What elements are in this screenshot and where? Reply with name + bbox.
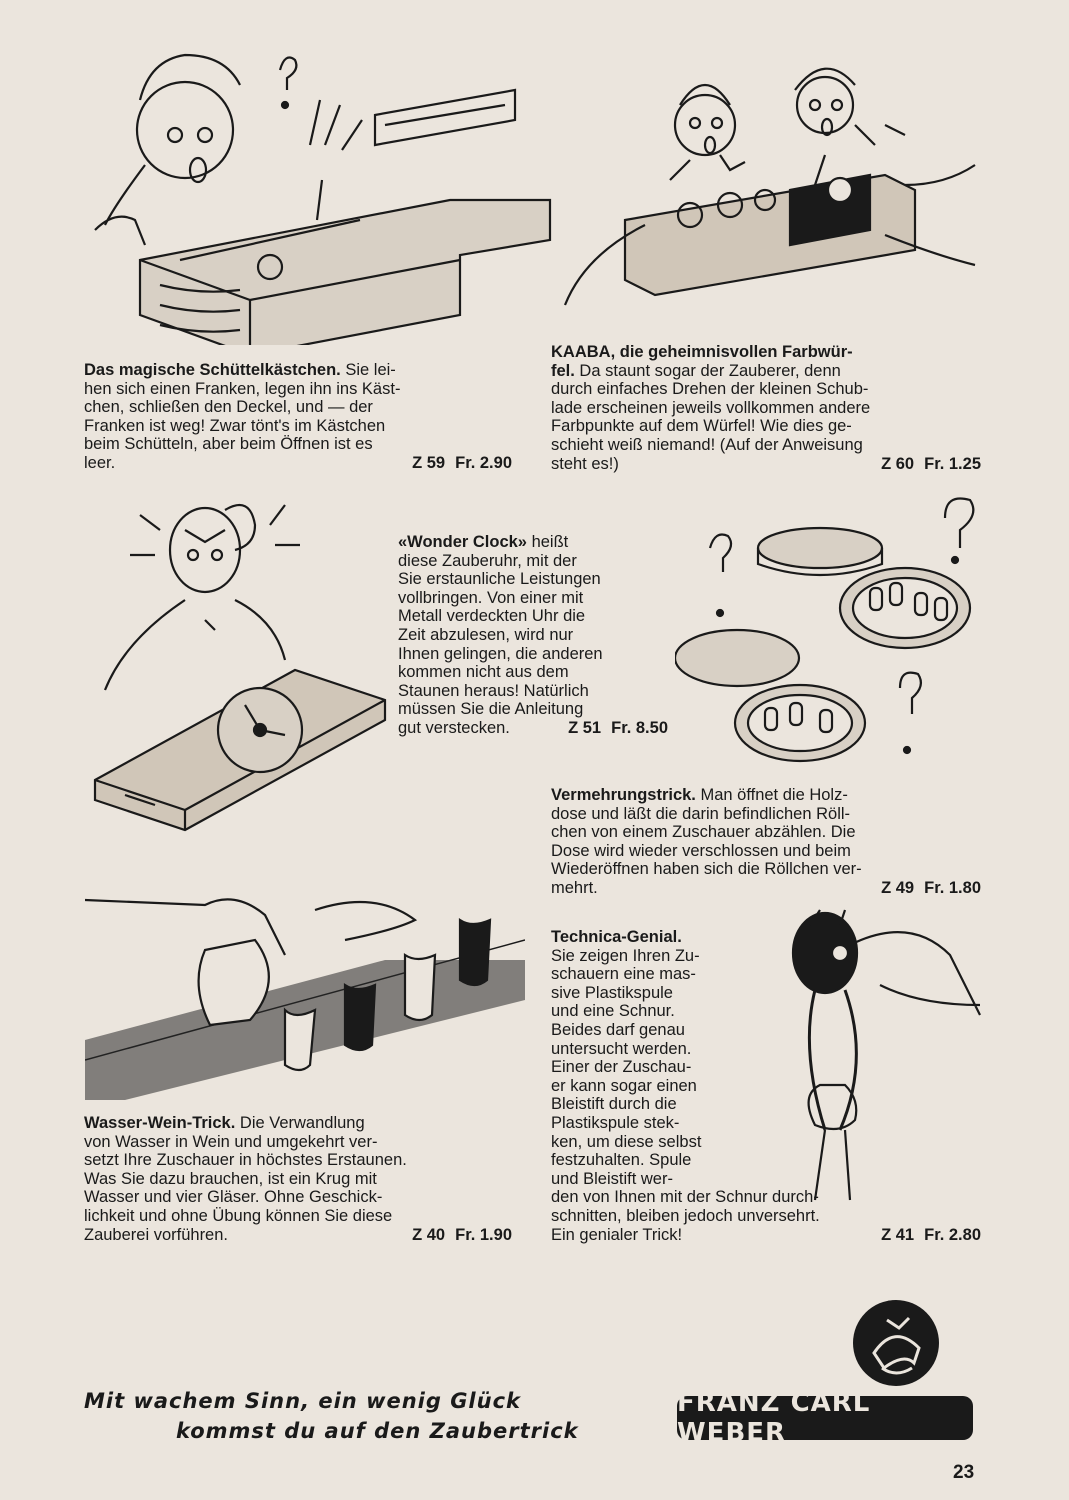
product-wonder-clock: «Wonder Clock» heißt diese Zauberuhr, mit der Sie erstaunliche Leistungen vollbringen. Von einer mit Metall verdeckten Uhr die Zeit abzulesen, wird nur Ihnen gelingen, die anderen kommen nicht aus dem Staunen heraus! Natürlich müssen Sie die Anleitung gut verstecken. Z 51 Fr. 8.50 [398,533,668,737]
wonder-clock-illustration [85,485,395,845]
slogan [84,1386,579,1446]
product-price: Z 59 Fr. 2.90 [412,453,512,472]
product-vermehrungstrick: Vermehrungstrick. Man öffnet die Holz- dose und läßt die darin befindlichen Röll- chen von einem Zuschauer abzählen. Die Dose wird wieder verschlossen und beim Wiederöffnen haben sich die Röllchen ver- mehrt. Z 49 Fr. 1.80 [551,786,981,897]
page-number: 23 [953,1462,975,1483]
product-technica-genial: Technica-Genial. Sie zeigen Ihren Zu- schauern eine mas- sive Plastikspule und eine Schnur. Beides darf genau untersucht werden. Einer der Zuschau- er kann sogar einen Bleistift durch die Plastikspule stek- ken, um diese selbst festzuhalten. Spule und Bleistift wer- den von Ihnen mit der Schnur durch- schnitten, bleiben jedoch unversehrt. Ein genialer Trick! Z 41 Fr. 2.80 [551,928,981,1244]
product-price: Z 60 Fr. 1.25 [881,454,981,473]
product-title: Technica-Genial. [551,928,682,946]
multiplying-rolls-illustration [675,488,985,788]
slogan-line: Mit wachem Sinn, ein wenig Glück [84,1389,521,1413]
shake-box-illustration [80,45,560,345]
slogan-line: kommst du auf den Zaubertrick [176,1419,579,1443]
product-price: Z 40 Fr. 1.90 [412,1225,512,1244]
product-kaaba: KAABA, die geheimnisvollen Farbwür- fel. Da staunt sogar der Zauberer, denn durch einfaches Drehen der kleinen Schub- lade erscheinen jeweils vollkommen andere Farbpunkte auf dem Würfel! Wie dies ge- schieht weiß niemand! (Auf der Anweisung steht es!) Z 60 Fr. 1.25 [551,343,981,473]
product-title: KAABA, die geheimnisvollen Farbwür- [551,343,853,361]
product-price: Z 49 Fr. 1.80 [881,878,981,897]
brand-logo: FRANZ CARL WEBER [677,1396,973,1440]
product-title: «Wonder Clock» [398,533,527,551]
kaaba-dice-illustration [545,45,985,345]
water-wine-illustration [85,890,525,1100]
franz-carl-weber-emblem [852,1298,940,1388]
product-price: Z 41 Fr. 2.80 [881,1225,981,1244]
product-title: Vermehrungstrick. [551,786,696,804]
product-title: Das magische Schüttelkästchen. [84,361,341,379]
product-price: Z 51 Fr. 8.50 [568,718,668,737]
product-schuettelkaestchen: Das magische Schüttelkästchen. Sie lei- hen sich einen Franken, legen ihn ins Käst- chen, schließen den Deckel, und — der Franken ist weg! Zwar tönt's im Kästchen beim Schütteln, aber beim Öffnen ist es leer. Z 59 Fr. 2.90 [84,361,512,472]
product-title: Wasser-Wein-Trick. [84,1114,236,1132]
product-wasser-wein-trick: Wasser-Wein-Trick. Die Verwandlung von Wasser in Wein und umgekehrt ver- setzt Ihre Zuschauer in höchstes Erstaunen. Was Sie dazu brauchen, ist ein Krug mit Wasser und vier Gläser. Ohne Geschick- lichkeit und ohne Übung können Sie diese Zauberei vorführen. Z 40 Fr. 1.90 [84,1114,512,1244]
